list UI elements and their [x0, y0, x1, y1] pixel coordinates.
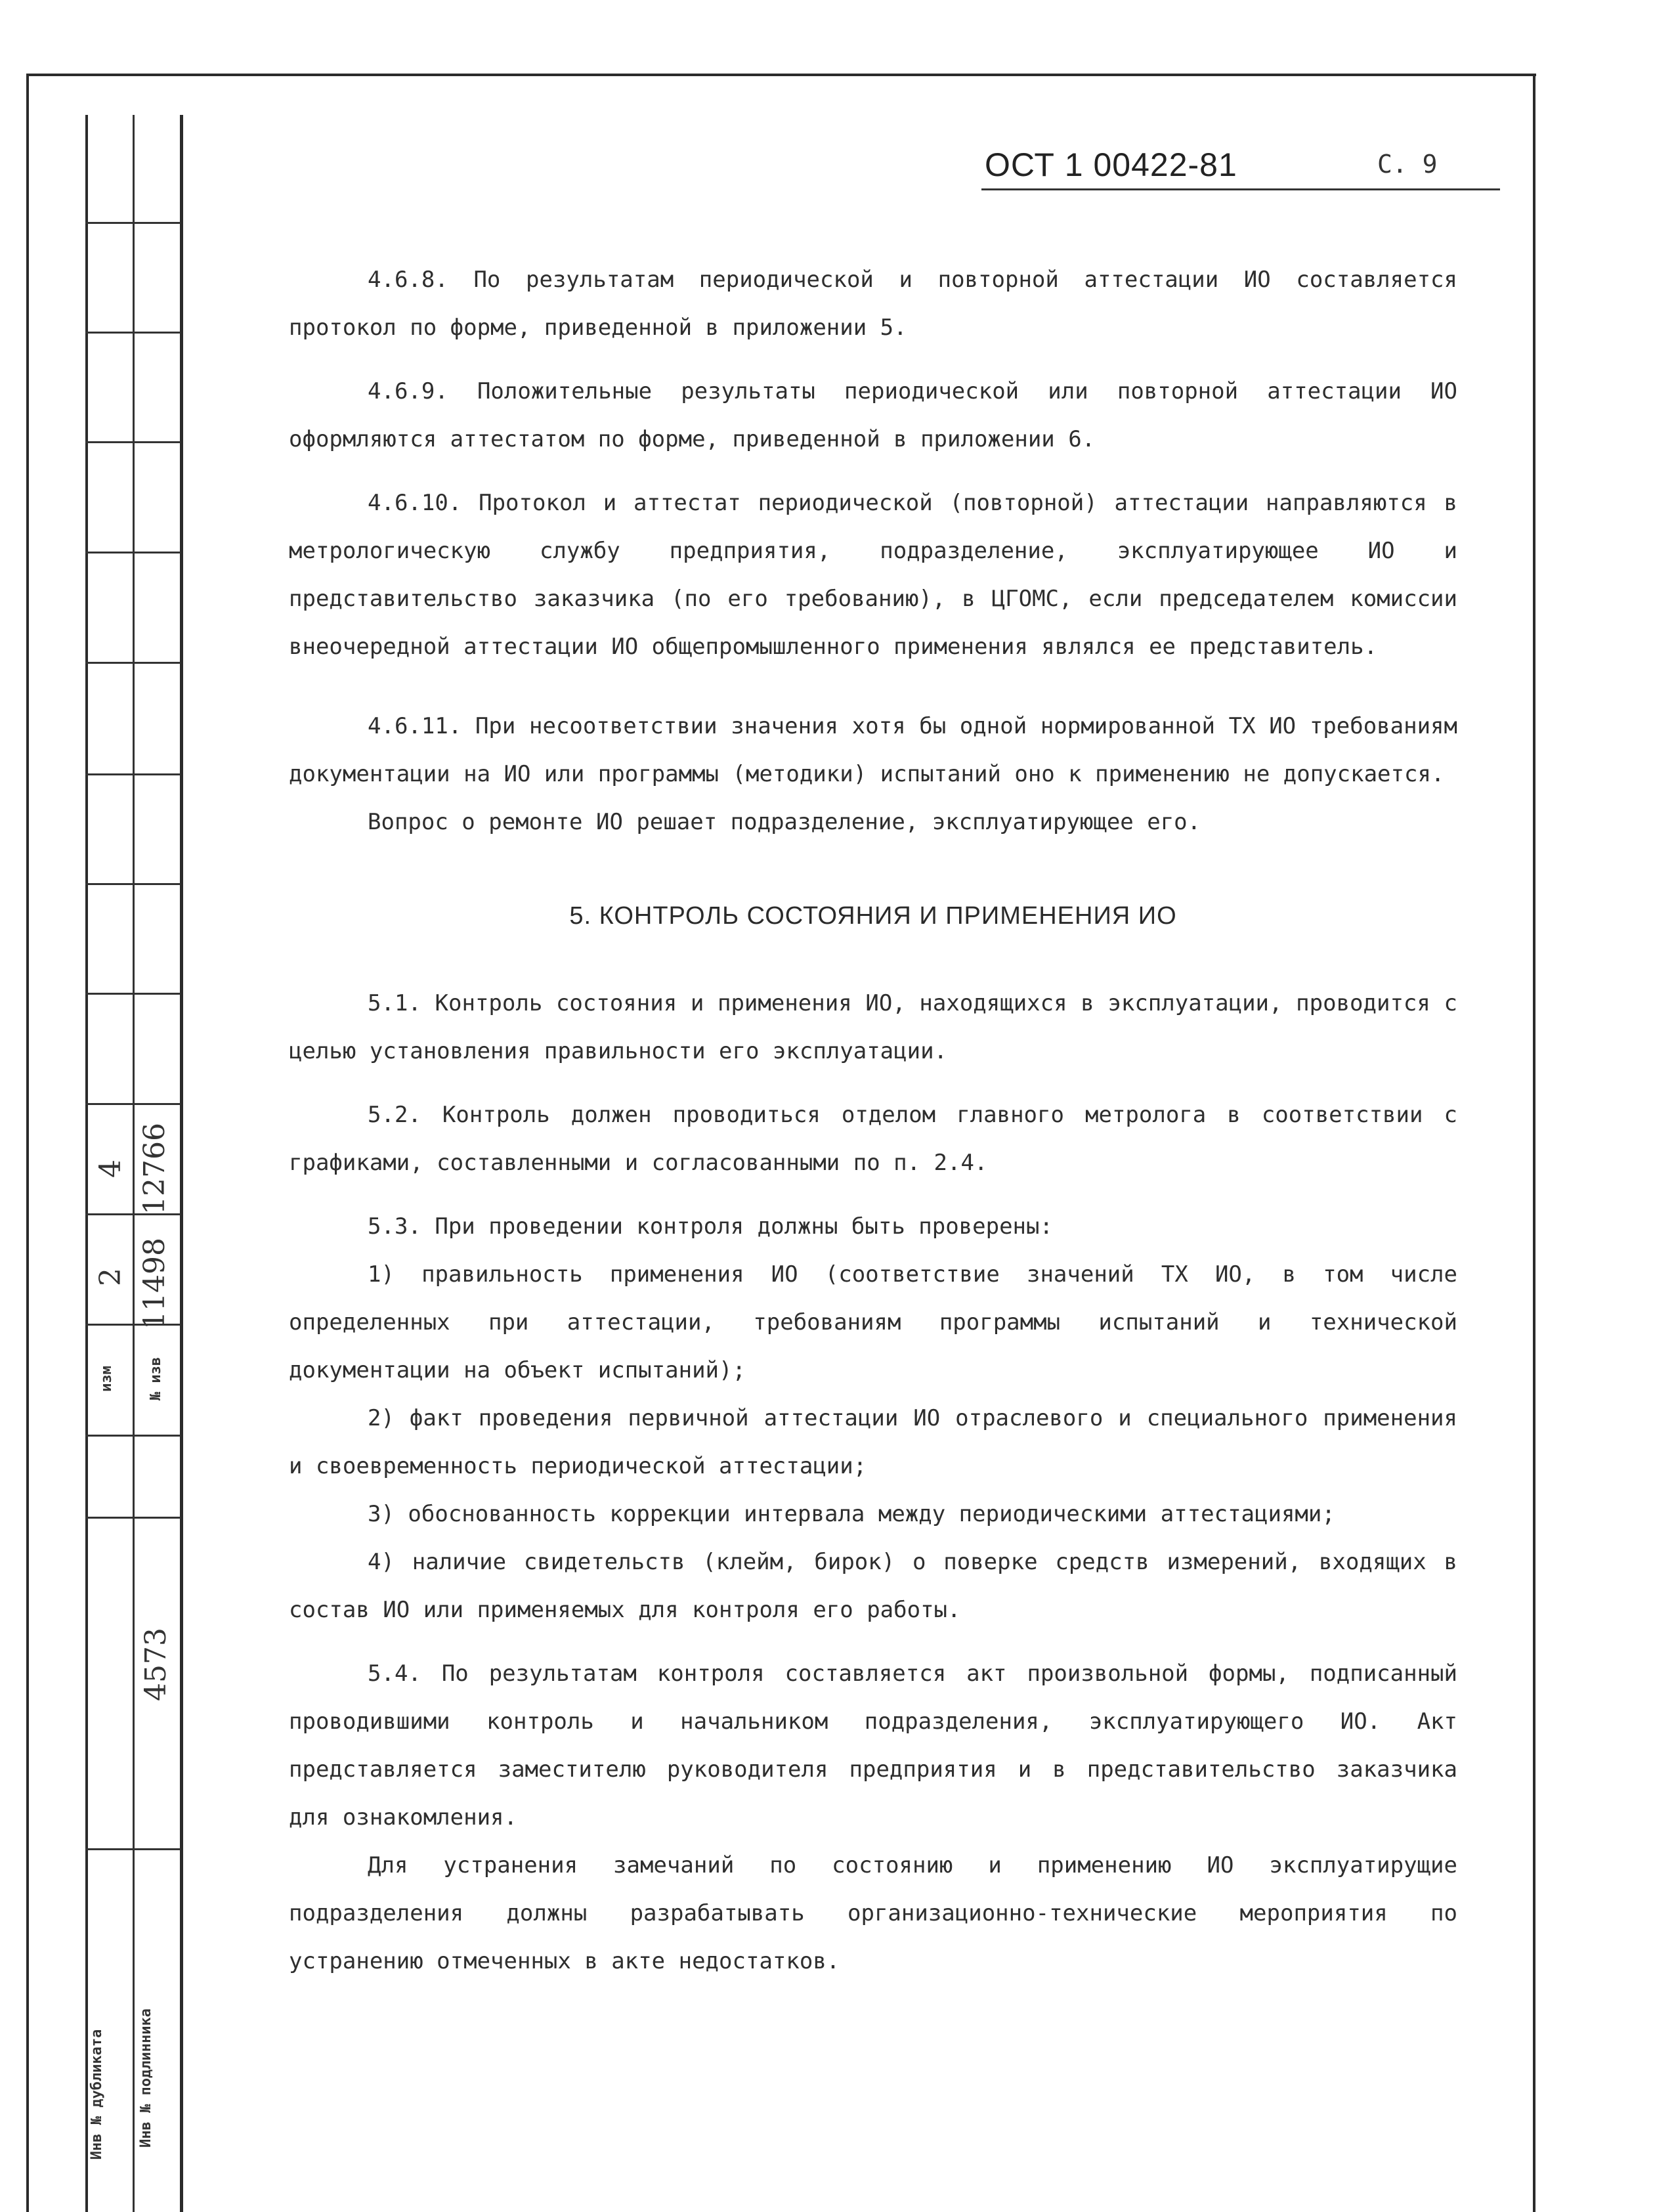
- list-item-5-3-2: 2) факт проведения первичной аттестации ИО отраслевого и специального применения и своевременность периодической аттестации;: [289, 1405, 1457, 1479]
- document-code: ОСТ 1 00422-81: [985, 146, 1237, 183]
- strip-row-line: [85, 773, 181, 775]
- paragraph-4-6-11-repair: Вопрос о ремонте ИО решает подразделение, эксплуатирующее его.: [368, 809, 1201, 835]
- document-body: [289, 256, 1457, 1985]
- strip-row-line: [85, 1435, 181, 1437]
- inventory-number: 4573: [139, 1628, 173, 1701]
- paragraph-4-6-8: 4.6.8. По результатам периодической и повторной аттестации ИО составляется протокол по форме, приведенной в приложении 5.: [289, 267, 1457, 341]
- label-inv-original: Инв № подлинника: [138, 2008, 154, 2148]
- list-item-5-3-4: 4) наличие свидетельств (клейм, бирок) о поверке средств измерений, входящих в состав ИО или применяемых для контроля его работы.: [289, 1549, 1457, 1623]
- page-frame-top: [26, 74, 1536, 76]
- paragraph-5-4: 5.4. По результатам контроля составляется акт произвольной формы, подписанный проводившими контроль и начальником подразделения, эксплуатирующего ИО. Акт представляется заместителю руководителя предприятия и в представительство заказчика для ознакомления.: [289, 1660, 1457, 1831]
- list-item-5-3-1: 1) правильность применения ИО (соответствие значений ТХ ИО, в том числе определенных при аттестации, требованиям программы испытаний и технической документации на объект испытаний);: [289, 1261, 1457, 1383]
- paragraph-5-1: 5.1. Контроль состояния и применения ИО, находящихся в эксплуатации, проводится с целью установления правильности его эксплуатации.: [289, 990, 1457, 1064]
- strip-row-line: [85, 662, 181, 664]
- list-item-5-3-3: 3) обоснованность коррекции интервала между периодическими аттестациями;: [368, 1501, 1335, 1527]
- paragraph-5-3: 5.3. При проведении контроля должны быть проверены:: [368, 1213, 1053, 1240]
- strip-row-line: [85, 1517, 181, 1519]
- binding-strip-divider: [133, 115, 135, 2212]
- strip-row-line: [85, 552, 181, 553]
- paragraph-4-6-11: 4.6.11. При несоответствии значения хотя бы одной нормированной ТХ ИО требованиям документации на ИО или программы (методики) испытаний оно к применению не допускается.: [289, 713, 1457, 787]
- strip-row-line: [85, 332, 181, 334]
- page-number: С. 9: [1377, 150, 1438, 179]
- rev-doc-top: 12766: [138, 1123, 171, 1215]
- label-inv-dublicate: Инв № дубликата: [89, 2029, 105, 2160]
- label-izm: изм: [98, 1366, 115, 1392]
- page-frame-right: [1533, 75, 1535, 2212]
- paragraph-4-6-10: 4.6.10. Протокол и аттестат периодической (повторной) аттестации направляются в метрологическую службу предприятия, подразделение, эксплуатирующее ИО и представительство заказчика (по его требованию), в ЦГОМС, если председателем комиссии внеочередной аттестации ИО общепромышленного применения являлся ее представитель.: [289, 490, 1457, 660]
- strip-row-line: [85, 993, 181, 995]
- strip-row-line: [85, 883, 181, 885]
- rev-number-mid: 2: [94, 1268, 127, 1286]
- strip-row-line: [85, 441, 181, 443]
- paragraph-4-6-9: 4.6.9. Положительные результаты периодической или повторной аттестации ИО оформляются аттестатом по форме, приведенной в приложении 6.: [289, 378, 1457, 452]
- page-frame-left: [26, 74, 29, 2212]
- paragraph-5-2: 5.2. Контроль должен проводиться отделом главного метролога в соответствии с графиками, составленными и согласованными по п. 2.4.: [289, 1102, 1457, 1176]
- paragraph-5-4-remediation: Для устранения замечаний по состоянию и применению ИО эксплуатирущие подразделения должны разрабатывать организационно-технические мероприятия по устранению отмеченных в акте недостатков.: [289, 1852, 1457, 1974]
- strip-row-line: [85, 222, 181, 224]
- rev-number-top: 4: [94, 1160, 127, 1178]
- section-5-title: 5. КОНТРОЛЬ СОСТОЯНИЯ И ПРИМЕНЕНИЯ ИО: [569, 902, 1177, 930]
- rev-doc-mid: 11498: [138, 1238, 171, 1330]
- strip-row-line: [85, 1848, 181, 1850]
- header-underline: [981, 188, 1500, 190]
- label-no-izv: № изв: [148, 1356, 164, 1401]
